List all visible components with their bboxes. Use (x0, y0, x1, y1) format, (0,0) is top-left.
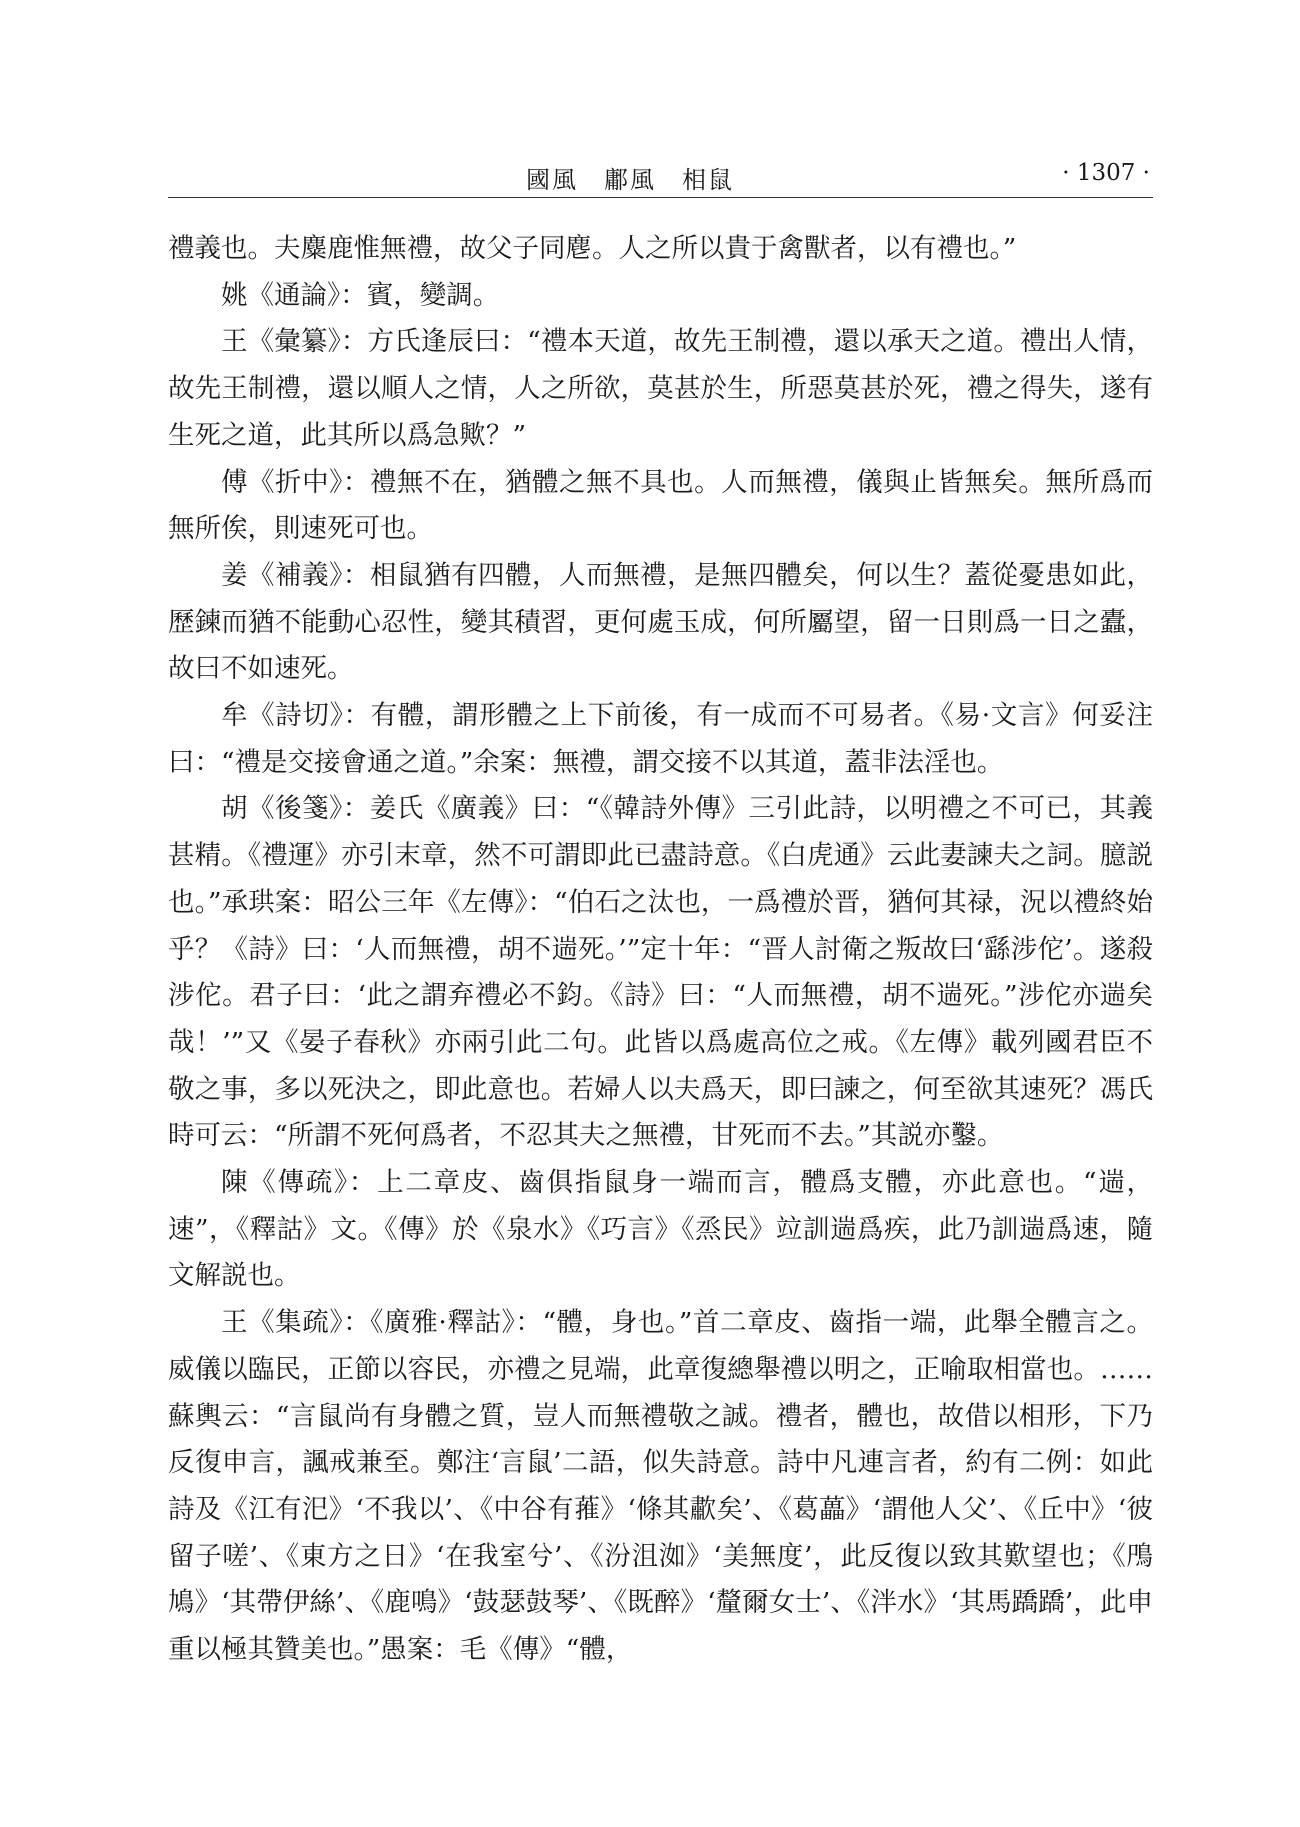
paragraph: 牟《詩切》：有體，謂形體之上下前後，有一成而不可易者。《易·文言》何妥注曰：“禮是交接會通之道。”余案：無禮，謂交接不以其道，蓋非法淫也。 (168, 700, 1153, 778)
page-number: · 1307 · (1062, 160, 1150, 186)
paragraph: 禮義也。夫麋鹿惟無禮，故父子同麀。人之所以貴于禽獸者，以有禮也。” (168, 233, 1017, 264)
paragraph: 王《集疏》：《廣雅·釋詁》：“體，身也。”首二章皮、齒指一端，此舉全體言之。威儀以臨民，正節以容民，亦禮之見端，此章復總舉禮以明之，正喻取相當也。……蘇輿云：“言鼠尚有身體之質，豈人而無禮敬之誠。禮者，體也，故借以相形，下乃反復申言，諷戒兼至。鄭注‘言鼠’二語，似失詩意。詩中凡連言者，約有二例：如此詩及《江有汜》‘不我以’、《中谷有蓷》‘條其歗矣’、《葛藟》‘謂他人父’、《丘中》‘彼留子嗟’、《東方之日》‘在我室兮’、《汾沮洳》‘美無度’，此反復以致其歎望也；《鳲鳩》‘其帶伊絲’、《鹿鳴》‘鼓瑟鼓琴’、《既醉》‘釐爾女士’、《泮水》‘其馬蹻蹻’，此申重以極其贊美也。”愚案：毛《傳》“體， (168, 1307, 1153, 1666)
paragraph: 姜《補義》：相鼠猶有四體，人而無禮，是無四體矣，何以生？蓋從憂患如此，歷鍊而猶不能動心忍性，變其積習，更何處玉成，何所屬望，留一日則爲一日之蠹，故曰不如速死。 (168, 559, 1153, 685)
header-rule (168, 197, 1153, 198)
paragraph: 胡《後箋》：姜氏《廣義》曰：“《韓詩外傳》三引此詩，以明禮之不可已，其義甚精。《禮運》亦引末章，然不可謂即此已盡詩意。《白虎通》云此妻諫夫之詞。臆説也。”承珙案：昭公三年《左傳》：“伯石之汰也，一爲禮於晋，猶何其禄，況以禮終始乎？《詩》曰：‘人而無禮，胡不遄死。’”定十年：“晋人討衛之叛故曰‘繇涉佗’。遂殺涉佗。君子曰：‘此之謂弃禮必不鈞。《詩》曰：“人而無禮，胡不遄死。”涉佗亦遄矣哉！’”又《晏子春秋》亦兩引此二句。此皆以爲處高位之戒。《左傳》載列國君臣不敬之事，多以死決之，即此意也。若婦人以夫爲天，即曰諫之，何至欲其速死？馮氏時可云：“所謂不死何爲者，不忍其夫之無禮，甘死而不去。”其説亦鑿。 (168, 793, 1153, 1152)
body-text (168, 226, 1153, 1674)
header-rule-gap (168, 199, 206, 200)
running-header-title: 國風 鄘風 相鼠 (526, 166, 734, 194)
paragraph: 王《彙纂》：方氏逢辰曰：“禮本天道，故先王制禮，還以承天之道。禮出人情，故先王制禮，還以順人之情，人之所欲，莫甚於生，所惡莫甚於死，禮之得失，遂有生死之道，此其所以爲急歟？” (168, 326, 1153, 451)
paragraph: 姚《通論》：賓，變調。 (221, 279, 500, 311)
paragraph: 傅《折中》：禮無不在，猶體之無不具也。人而無禮，儀與止皆無矣。無所爲而無所俟，則速死可也。 (168, 466, 1153, 545)
paragraph: 陳《傳疏》：上二章皮、齒俱指鼠身一端而言，體爲支體，亦此意也。“遄，速”，《釋詁》文。《傳》於《泉水》《巧言》《烝民》竝訓遄爲疾，此乃訓遄爲速，隨文解説也。 (168, 1167, 1153, 1292)
